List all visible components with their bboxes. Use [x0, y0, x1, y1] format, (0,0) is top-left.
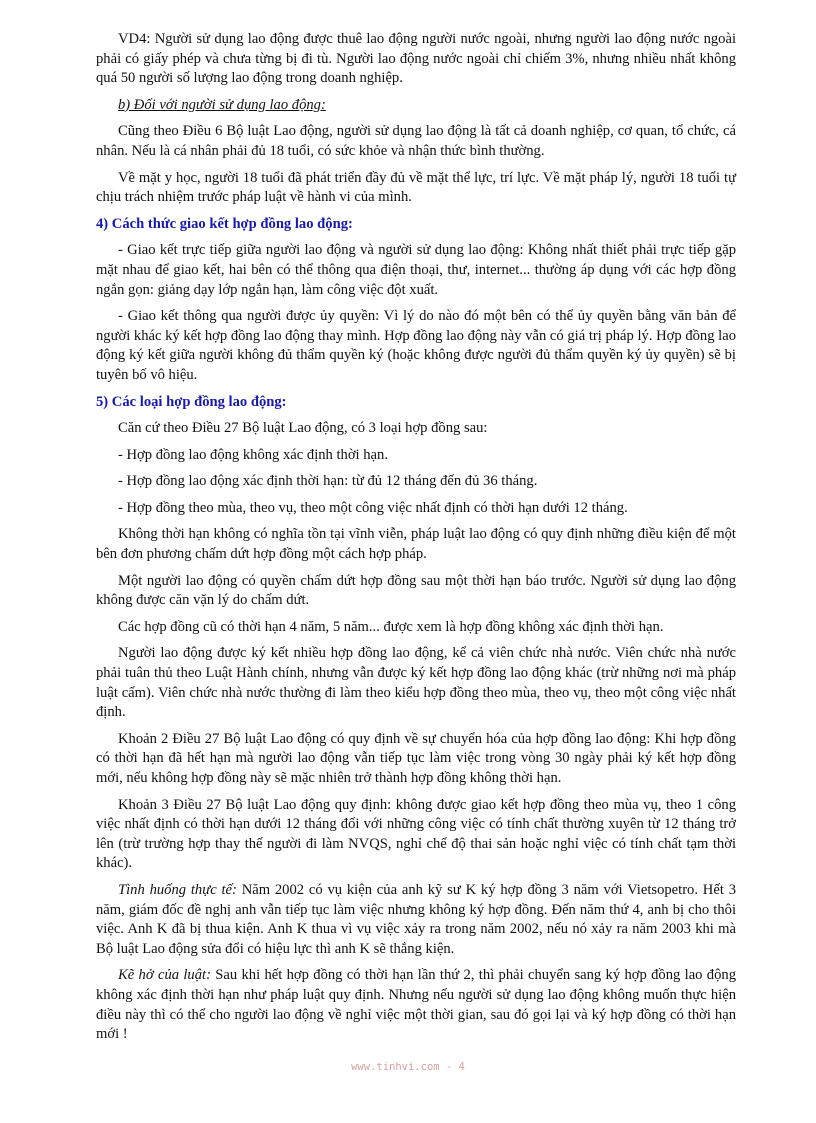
paragraph-authorized-contract: - Giao kết thông qua người được ủy quyền: Vì lý do nào đó một bên có thể ủy quyền bằng văn bản để người khác ký kết hợp đồng lao động thay mình. Hợp đồng lao động này vẫn có giá trị pháp lý. Hợp đồng lao động ký kết giữa người không đủ thẩm quyền ký (hoặc không được người đủ thẩm quyền ký ủy quyền) sẽ bị tuyên bố vô hiệu. [96, 308, 736, 383]
case-study-text: Năm 2002 có vụ kiện của anh kỹ sư K ký hợp đồng 3 năm với Vietsopetro. Hết 3 năm, giám đốc đề nghị anh vẫn tiếp tục làm việc nhưng không ký hợp đồng. Đến năm thứ 4, anh bị cho thôi việc. Anh K đã bị thua kiện. Anh K thua vì vụ việc xảy ra trong năm 2002, nếu nó xảy ra năm 2003 khi mà Bộ luật Lao động sửa đổi có hiệu lực thì anh K sẽ thắng kiện. [96, 881, 736, 957]
paragraph-direct-contract: - Giao kết trực tiếp giữa người lao động và người sử dụng lao động: Không nhất thiết phải trực tiếp gặp mặt nhau để giao kết, hai bên có thể thông qua điện thoại, thư, internet... thường áp dụng với các hợp đồng ngắn gọn: giảng dạy lớp ngắn hạn, làm công việc đột xuất. [96, 242, 736, 298]
paragraph-clause-2: Khoản 2 Điều 27 Bộ luật Lao động có quy định về sự chuyển hóa của hợp đồng lao động: Khi hợp đồng có thời hạn đã hết hạn mà người lao động vẫn tiếp tục làm việc trong vòng 30 ngày phải ký kết hợp đồng mới, nếu không hợp đồng này sẽ mặc nhiên trở thành hợp đồng không thời hạn. [96, 730, 736, 786]
section-heading-4: 4) Cách thức giao kết hợp đồng lao động: [96, 215, 353, 232]
case-study-label: Tình huống thực tế: [118, 881, 237, 898]
paragraph-vd4: VD4: Người sử dụng lao động được thuê lao động người nước ngoài, nhưng người lao động nước ngoài phải có giấy phép và chưa từng bị đi tù. Người lao động nước ngoài chỉ chiếm 3%, nhưng nhiều nhất không quá 50 người số lượng lao động trong doanh nghiệp. [96, 31, 736, 87]
list-item: - Hợp đồng lao động không xác định thời hạn. [118, 446, 388, 463]
legal-loophole-text: Sau khi hết hợp đồng có thời hạn lần thứ 2, thì phải chuyển sang ký hợp đồng lao động không xác định thời hạn như pháp luật quy định. Nhưng nếu người sử dụng lao động không muốn thực hiện điều này thì có thể cho người lao động về nghỉ việc một thời gian, sau đó gọi lại và ký hợp đồng có thời hạn mới ! [96, 967, 736, 1043]
document-page [96, 30, 736, 1052]
paragraph-clause-3: Khoản 3 Điều 27 Bộ luật Lao động quy định: không được giao kết hợp đồng theo mùa vụ, theo 1 công việc nhất định có thời hạn dưới 12 tháng đối với những công việc có tính chất thường xuyên từ 12 tháng trở lên (trừ trường hợp thay thế người đi làm NVQS, nghỉ chế độ thai sản hoặc nghỉ việc có tính chất tạm thời khác). [96, 796, 736, 872]
subsection-title-text: b) Đối với người sử dụng lao động: [118, 96, 326, 113]
paragraph-contract-types-lead: Căn cứ theo Điều 27 Bộ luật Lao động, có 3 loại hợp đồng sau: [118, 420, 488, 437]
paragraph-multiple-contracts: Người lao động được ký kết nhiều hợp đồng lao động, kể cả viên chức nhà nước. Viên chức nhà nước phải tuân thủ theo Luật Hành chính, nhưng vẫn được ký kết hợp đồng lao động khác (trừ những nơi mà pháp luật cấm). Viên chức nhà nước thường đi làm theo kiểu hợp đồng theo mùa, theo vụ, theo một công việc nhất định. [96, 645, 736, 721]
list-item: - Hợp đồng theo mùa, theo vụ, theo một công việc nhất định có thời hạn dưới 12 tháng. [118, 499, 628, 516]
legal-loophole-label: Kẽ hở của luật: [118, 967, 211, 984]
paragraph-employer-definition: Cũng theo Điều 6 Bộ luật Lao động, người sử dụng lao động là tất cả doanh nghiệp, cơ quan, tổ chức, cá nhân. Nếu là cá nhân phải đủ 18 tuổi, có sức khỏe và nhận thức bình thường. [96, 123, 736, 159]
paragraph-unlimited-term: Không thời hạn không có nghĩa tồn tại vĩnh viễn, pháp luật lao động có quy định những điều kiện để một bên đơn phương chấm dứt hợp đồng một cách hợp pháp. [96, 526, 736, 563]
list-item: - Hợp đồng lao động xác định thời hạn: từ đủ 12 tháng đến đủ 36 tháng. [118, 473, 538, 490]
paragraph-old-contracts: Các hợp đồng cũ có thời hạn 4 năm, 5 năm... được xem là hợp đồng không xác định thời hạn. [118, 618, 664, 635]
section-heading-5: 5) Các loại hợp đồng lao động: [96, 393, 287, 410]
paragraph-age-18: Về mặt y học, người 18 tuổi đã phát triển đầy đủ về mặt thể lực, trí lực. Về mặt pháp lý, người 18 tuổi tự chịu trách nhiệm trước pháp luật về hành vi của mình. [96, 169, 736, 206]
subsection-title-employer [96, 96, 736, 116]
page-footer: www.tinhvi.com - 4 [351, 1061, 465, 1073]
paragraph-legal-loophole [96, 966, 736, 1044]
paragraph-notice-period: Một người lao động có quyền chấm dứt hợp đồng sau một thời hạn báo trước. Người sử dụng lao động không được căn vặn lý do chấm dứt. [96, 572, 736, 609]
paragraph-case-study [96, 881, 736, 959]
